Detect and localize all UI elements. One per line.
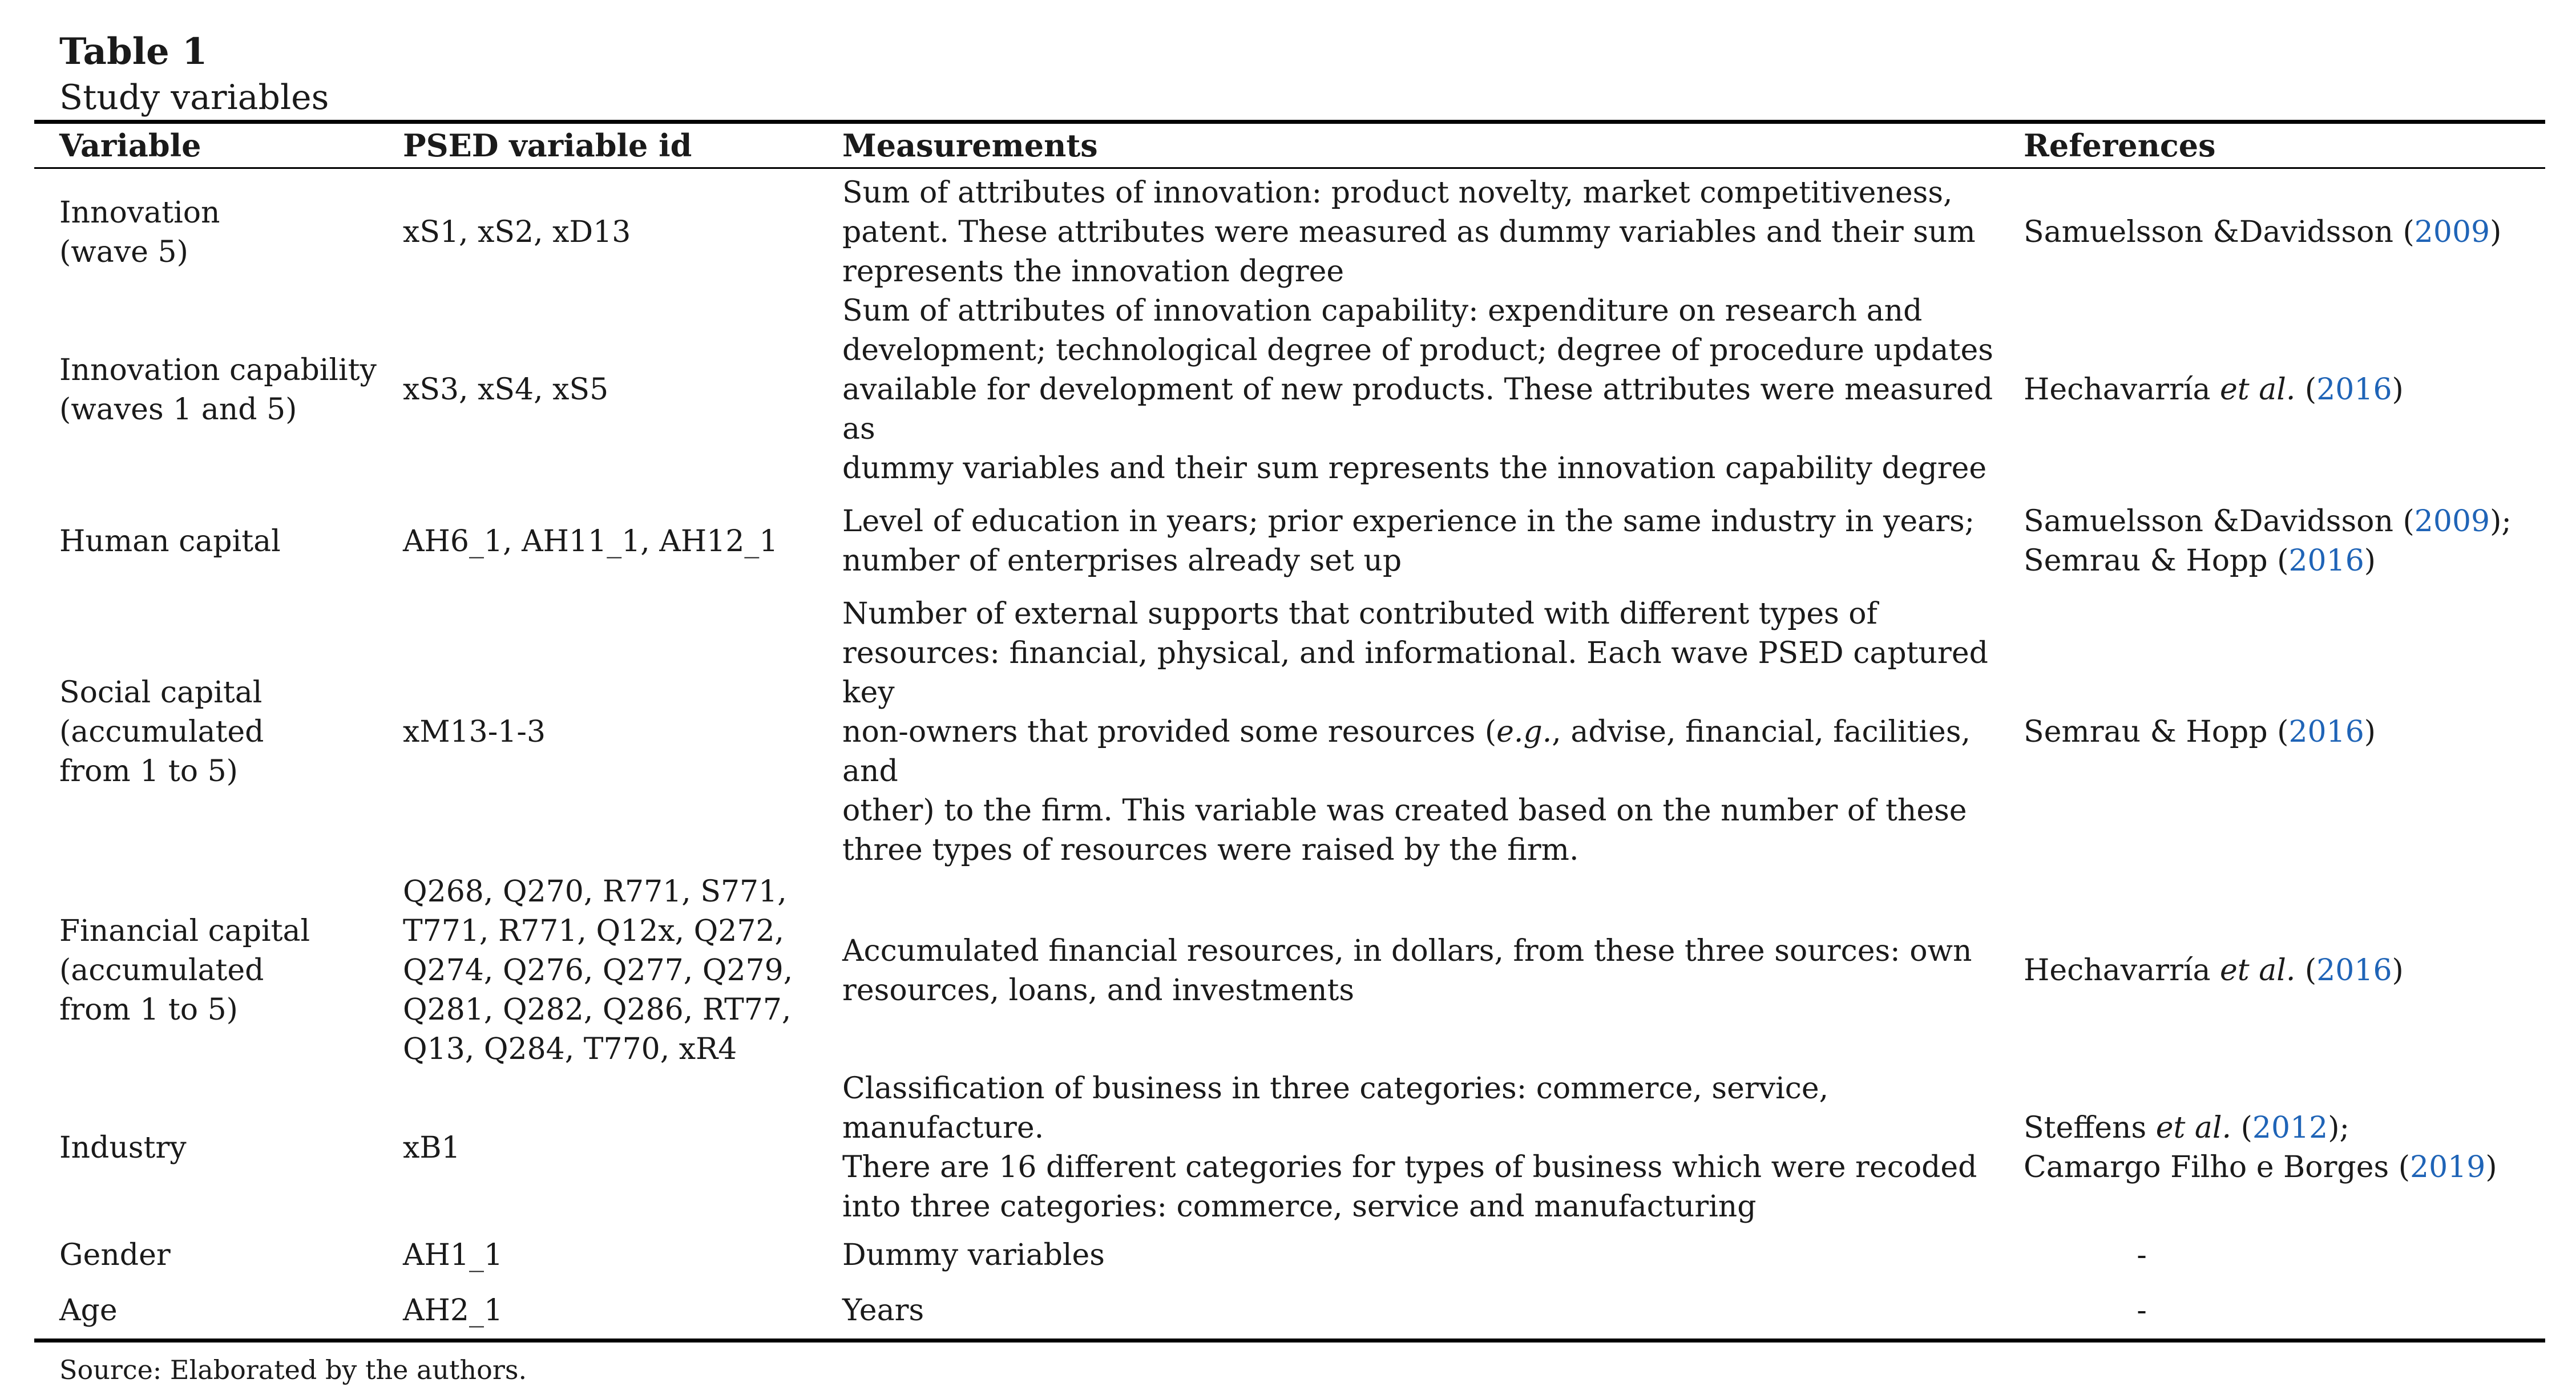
variable-cell: Age xyxy=(59,1293,118,1328)
measurements-cell: Accumulated financial resources, in dollars, from these three sources: own resources, loans, and investments xyxy=(842,933,1972,1008)
table-subtitle: Study variables xyxy=(59,78,329,118)
variable-cell: Financial capital (accumulated from 1 to 5) xyxy=(59,914,310,1027)
measurements-cell: Years xyxy=(842,1293,924,1328)
table-source-note: Source: Elaborated by the authors. xyxy=(59,1354,527,1385)
variable-cell: Industry xyxy=(59,1130,187,1165)
table-row xyxy=(34,292,2545,488)
measurements-cell: Sum of attributes of innovation capability: expenditure on research and development; technological degree of product; degree of procedure updates available for development of new products. These attributes were measured as dummy variables and their sum represents the innovation capability degree xyxy=(842,294,1993,486)
psed-cell: xS3, xS4, xS5 xyxy=(403,373,609,407)
header-variable: Variable xyxy=(59,127,201,164)
citation-link[interactable]: 2019 xyxy=(2410,1150,2486,1184)
references-cell: - xyxy=(2137,1293,2147,1328)
reference: Semrau & Hopp (2016) xyxy=(2024,715,2376,749)
citation-link[interactable]: 2009 xyxy=(2414,215,2490,249)
psed-cell: xM13-1-3 xyxy=(403,715,546,749)
table-row xyxy=(34,595,2545,870)
header-rule xyxy=(34,167,2545,169)
citation-link[interactable]: 2016 xyxy=(2316,373,2392,407)
reference: Camargo Filho e Borges (2019) xyxy=(2024,1150,2497,1184)
citation-link[interactable]: 2016 xyxy=(2316,953,2392,988)
psed-cell: xB1 xyxy=(403,1130,461,1165)
measurements-cell: Level of education in years; prior experience in the same industry in years; number of enterprises already set up xyxy=(842,504,1975,578)
variable-cell: Gender xyxy=(59,1238,171,1272)
reference: Samuelsson &Davidsson (2009) xyxy=(2024,215,2502,249)
references-cell: - xyxy=(2137,1238,2147,1272)
references-cell xyxy=(2024,213,2545,252)
header-measurements: Measurements xyxy=(842,127,1098,164)
references-cell xyxy=(2024,370,2545,410)
table-row xyxy=(34,1069,2545,1227)
psed-cell: AH2_1 xyxy=(403,1293,503,1328)
header-row xyxy=(34,124,2545,167)
psed-cell: AH1_1 xyxy=(403,1238,503,1272)
psed-cell: AH6_1, AH11_1, AH12_1 xyxy=(403,524,778,559)
reference: Samuelsson &Davidsson (2009); xyxy=(2024,504,2512,539)
table-1 xyxy=(34,29,2545,1387)
variable-cell: Innovation capability (waves 1 and 5) xyxy=(59,353,377,427)
psed-cell: xS1, xS2, xD13 xyxy=(403,215,631,249)
reference: Hechavarría et al. (2016) xyxy=(2024,953,2404,988)
citation-link[interactable]: 2012 xyxy=(2252,1111,2328,1145)
header-references: References xyxy=(2024,127,2216,164)
table-row xyxy=(34,1236,2545,1275)
header-psed-id: PSED variable id xyxy=(403,127,692,164)
measurements-cell: Classification of business in three categories: commerce, service, manufacture. There are 16 different categories for types of business which were recoded into three categories: commerce, service and manufacturing xyxy=(842,1071,1977,1224)
table-row xyxy=(34,173,2545,292)
table-row xyxy=(34,502,2545,581)
citation-link[interactable]: 2016 xyxy=(2288,544,2364,578)
references-cell xyxy=(2024,951,2545,990)
reference: Hechavarría et al. (2016) xyxy=(2024,373,2404,407)
references-cell xyxy=(2024,502,2545,581)
psed-cell: Q268, Q270, R771, S771, T771, R771, Q12x, Q272, Q274, Q276, Q277, Q279, Q281, Q282, Q286, RT77, Q13, Q284, T770, xR4 xyxy=(403,875,793,1066)
table-row xyxy=(34,872,2545,1069)
references-cell xyxy=(2024,1109,2545,1187)
bottom-rule xyxy=(34,1339,2545,1342)
variable-cell: Human capital xyxy=(59,524,281,559)
top-rule xyxy=(34,120,2545,124)
table-number: Table 1 xyxy=(59,30,208,73)
measurements-cell: Number of external supports that contributed with different types of resources: financial, physical, and informational. Each wave PSED captured key non-owners that provided some resources (e.g., advise, financial, facilities, and other) to the firm. This variable was created based on the number of these three types of resources were raised by the firm. xyxy=(842,597,1988,867)
references-cell xyxy=(2024,713,2545,752)
variable-cell: Social capital (accumulated from 1 to 5) xyxy=(59,676,264,788)
variable-cell: Innovation (wave 5) xyxy=(59,195,220,269)
reference: Steffens et al. (2012); xyxy=(2024,1111,2350,1145)
measurements-cell: Sum of attributes of innovation: product novelty, market competitiveness, patent. These attributes were measured as dummy variables and their sum represents the innovation degree xyxy=(842,176,1976,289)
reference: Semrau & Hopp (2016) xyxy=(2024,544,2376,578)
citation-link[interactable]: 2009 xyxy=(2414,504,2490,539)
measurements-cell: Dummy variables xyxy=(842,1238,1105,1272)
citation-link[interactable]: 2016 xyxy=(2288,715,2364,749)
table-row xyxy=(34,1291,2545,1331)
